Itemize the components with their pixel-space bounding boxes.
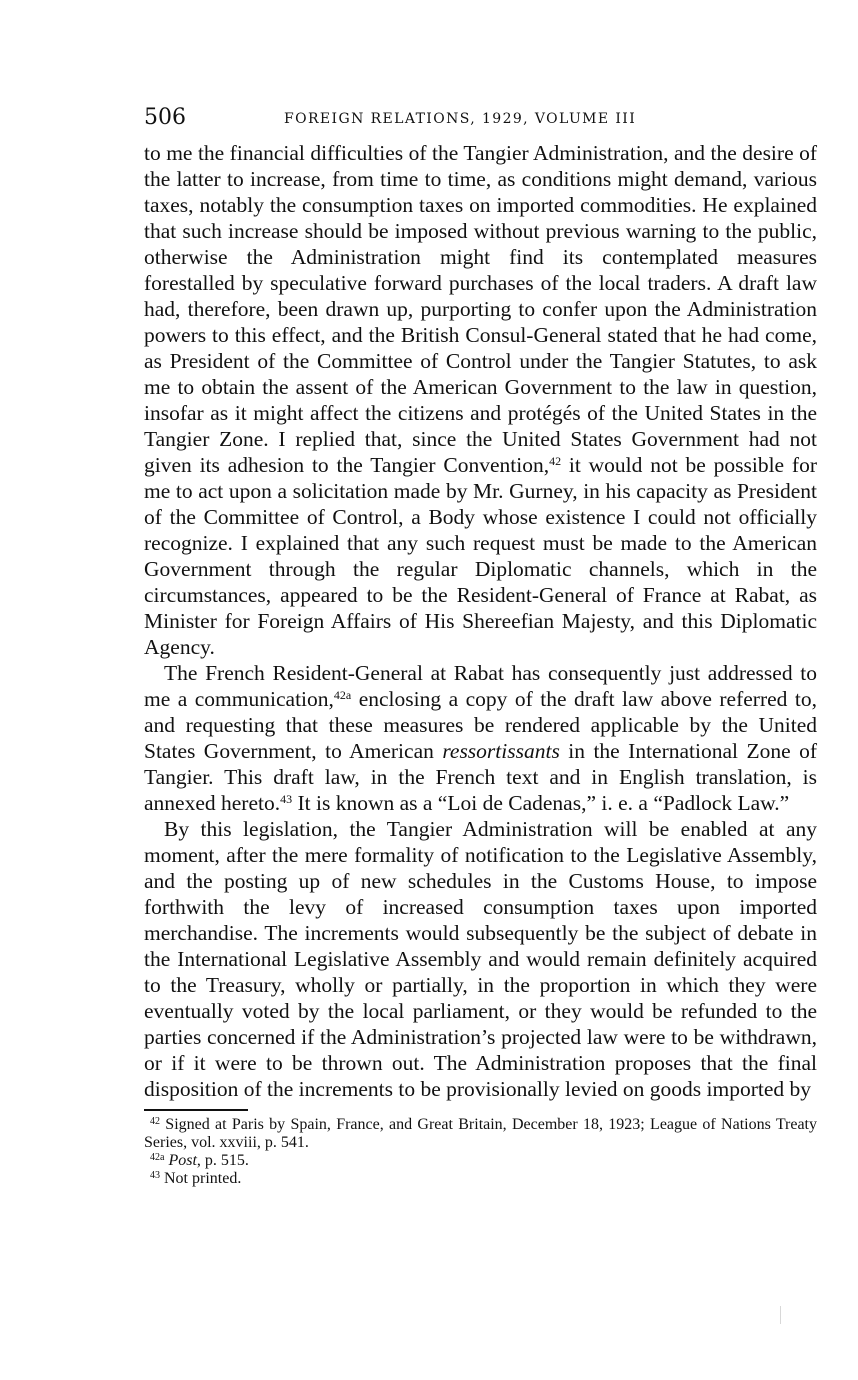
footnote-marker: 43: [150, 1170, 160, 1181]
footnote-ref-43: 43: [280, 792, 293, 806]
running-title: FOREIGN RELATIONS, 1929, VOLUME III: [284, 111, 637, 127]
running-head: [144, 100, 817, 140]
footnote-text: Not printed.: [160, 1170, 242, 1187]
document-page: [144, 100, 817, 1188]
footnote-marker: 42: [150, 1116, 160, 1127]
paragraph-3-text: By this legislation, the Tangier Administration will be enabled at any moment, after the mere formality of notification to the Legislative Assembly, and the posting up of new schedules in the Customs House, to impose forthwith the levy of increased consumption taxes upon imported merchandise. The increments would subsequently be the subject of debate in the International Legislative Assembly and would remain definitely acquired to the Treasury, wholly or partially, in the proportion in which they were eventually voted by the local parliament, or they would be refunded to the parties concerned if the Administration’s projected law were to be withdrawn, or if it were to be thrown out. The Administration proposes that the final disposition of the increments to be provisionally levied on goods imported by: [144, 817, 817, 1101]
page-number: 506: [144, 105, 186, 130]
footnote-ref-42: 42: [549, 454, 562, 468]
footnote-italic: Post: [168, 1152, 197, 1169]
paragraph-3: [144, 816, 817, 1102]
footnote-divider: [144, 1109, 248, 1111]
paragraph-2-continued-2: in the International Zone of Tangier. This draft law, in the French text and in English translation, is annexed hereto.: [144, 739, 818, 815]
paragraph-1-text: to me the financial difficulties of the Tangier Administration, and the desire of the latter to increase, from time to time, as conditions might demand, various taxes, notably the consumption taxes on imported commodities. He explained that such increase should be imposed without previous warning to the public, otherwise the Administration might find its contemplated measures forestalled by speculative forward purchases of the local traders. A draft law had, therefore, been drawn up, purporting to confer upon the Administration powers to this effect, and the British Consul-General stated that he had come, as President of the Committee of Control under the Tangier Statutes, to ask me to obtain the assent of the American Government to the law in question, insofar as it might affect the citizens and protégés of the United States in the Tangier Zone. I replied that, since the United States Government had not given its adhesion to the Tangier Convention,: [144, 141, 817, 477]
paragraph-2-continued-3: It is known as a “Loi de Cadenas,” i. e. a “Padlock Law.”: [292, 791, 790, 815]
footnotes: [144, 1116, 817, 1188]
footnote-marker: 42a: [150, 1152, 165, 1163]
footnote-42a: [144, 1152, 817, 1170]
footnote-42: [144, 1116, 817, 1152]
footnote-ref-42a: 42a: [333, 688, 352, 702]
paragraph-2-continued: enclosing a copy of the draft law above referred to, and requesting that these measures be rendered applicable by the United States Government, to American: [144, 687, 817, 763]
body-text: [144, 140, 817, 1102]
footnote-text: , p. 515.: [196, 1152, 249, 1169]
paragraph-1-continued: it would not be possible for me to act upon a solicitation made by Mr. Gurney, in his capacity as President of the Committee of Control, a Body whose existence I could not officially recognize. I explained that any such request must be made to the American Government through the regular Diplomatic channels, which in the circumstances, appeared to be the Resident-General of France at Rabat, as Minister for Foreign Affairs of His Shereefian Majesty, and this Diplomatic Agency.: [144, 453, 817, 659]
paragraph-2-text: The French Resident-General at Rabat has consequently just addressed to me a communication,: [144, 661, 817, 711]
footnote-text: Signed at Paris by Spain, France, and Great Britain, December 18, 1923; League of Nations Treaty Series, vol. xxviii, p. 541.: [144, 1116, 817, 1151]
footnote-43: [144, 1170, 817, 1188]
paragraph-1: [144, 140, 817, 660]
scan-edge-mark: [780, 1306, 781, 1324]
italic-term: ressortissants: [442, 739, 560, 763]
paragraph-2: [144, 660, 817, 816]
